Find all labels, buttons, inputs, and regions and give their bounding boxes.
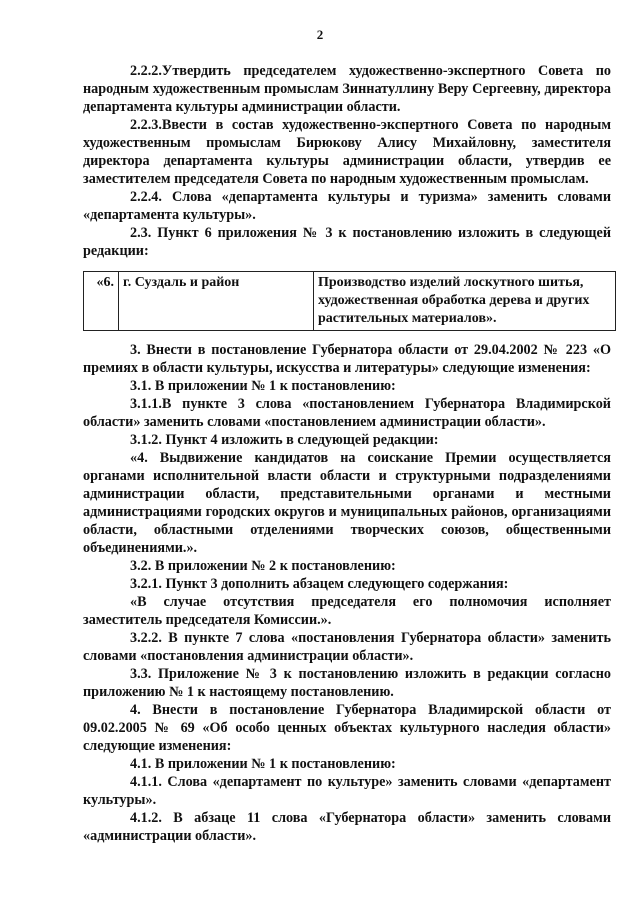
paragraph-2-2-4: 2.2.4. Слова «департамента культуры и туризма» заменить словами «департамента культуры». <box>83 189 611 223</box>
table-cell-craft: Производство изделий лоскутного шитья, художественная обработка дерева и других растительных материалов». <box>314 272 616 331</box>
paragraph-4-1-2: 4.1.2. В абзаце 11 слова «Губернатора области» заменить словами «администрации области». <box>83 810 611 844</box>
paragraph-4-1-1: 4.1.1. Слова «департамент по культуре» заменить словами «департамент культуры». <box>83 774 611 808</box>
paragraph-3-1: 3.1. В приложении № 1 к постановлению: <box>130 378 396 394</box>
replacement-table <box>83 271 616 331</box>
document-body <box>83 62 611 845</box>
table-row <box>84 272 616 331</box>
paragraph-2-2-2: 2.2.2.Утвердить председателем художественно-экспертного Совета по народным художественным промыслам Зиннатуллину Веру Сергеевну, директора департамента культуры администрации области. <box>83 63 611 115</box>
table-cell-number: «6. <box>84 272 119 331</box>
paragraph-2-2-3: 2.2.3.Ввести в состав художественно-экспертного Совета по народным художественным промыслам Бирюкову Алису Михайловну, заместителя директора департамента культуры администрации области, утвердив ее заместителем председателя Совета по народным художественным промыслам. <box>83 117 611 187</box>
paragraph-3-2-1: 3.2.1. Пункт 3 дополнить абзацем следующего содержания: <box>130 576 509 592</box>
paragraph-3-3: 3.3. Приложение № 3 к постановлению изложить в редакции согласно приложению № 1 к настоящему постановлению. <box>83 666 611 700</box>
page-number: 2 <box>316 27 324 42</box>
paragraph-3-1-2: 3.1.2. Пункт 4 изложить в следующей редакции: <box>130 432 439 448</box>
paragraph-4-1: 4.1. В приложении № 1 к постановлению: <box>130 756 396 772</box>
paragraph-quote-chairman: «В случае отсутствия председателя его полномочия исполняет заместитель председателя Комиссии.». <box>83 594 611 628</box>
paragraph-3-2: 3.2. В приложении № 2 к постановлению: <box>130 558 396 574</box>
paragraph-4: 4. Внести в постановление Губернатора Владимирской области от 09.02.2005 № 69 «Об особо ценных объектах культурного наследия области» следующие изменения: <box>83 702 611 754</box>
paragraph-3-2-2: 3.2.2. В пункте 7 слова «постановления Губернатора области» заменить словами «постановления администрации области». <box>83 630 611 664</box>
paragraph-3-1-1: 3.1.1.В пункте 3 слова «постановлением Губернатора Владимирской области» заменить словами «постановлением администрации области». <box>83 396 611 430</box>
paragraph-3: 3. Внести в постановление Губернатора области от 29.04.2002 № 223 «О премиях в области культуры, искусства и литературы» следующие изменения: <box>83 342 611 376</box>
table-cell-place: г. Суздаль и район <box>119 272 314 331</box>
paragraph-2-3: 2.3. Пункт 6 приложения № 3 к постановлению изложить в следующей редакции: <box>83 225 611 259</box>
paragraph-quote-4: «4. Выдвижение кандидатов на соискание Премии осуществляется органами исполнительной власти области и структурными подразделениями администрации области, представительными органами и местными администрациями городских округов и муниципальных районов, организациями области, областными отделениями творческих союзов, общественными объединениями.». <box>83 450 611 556</box>
